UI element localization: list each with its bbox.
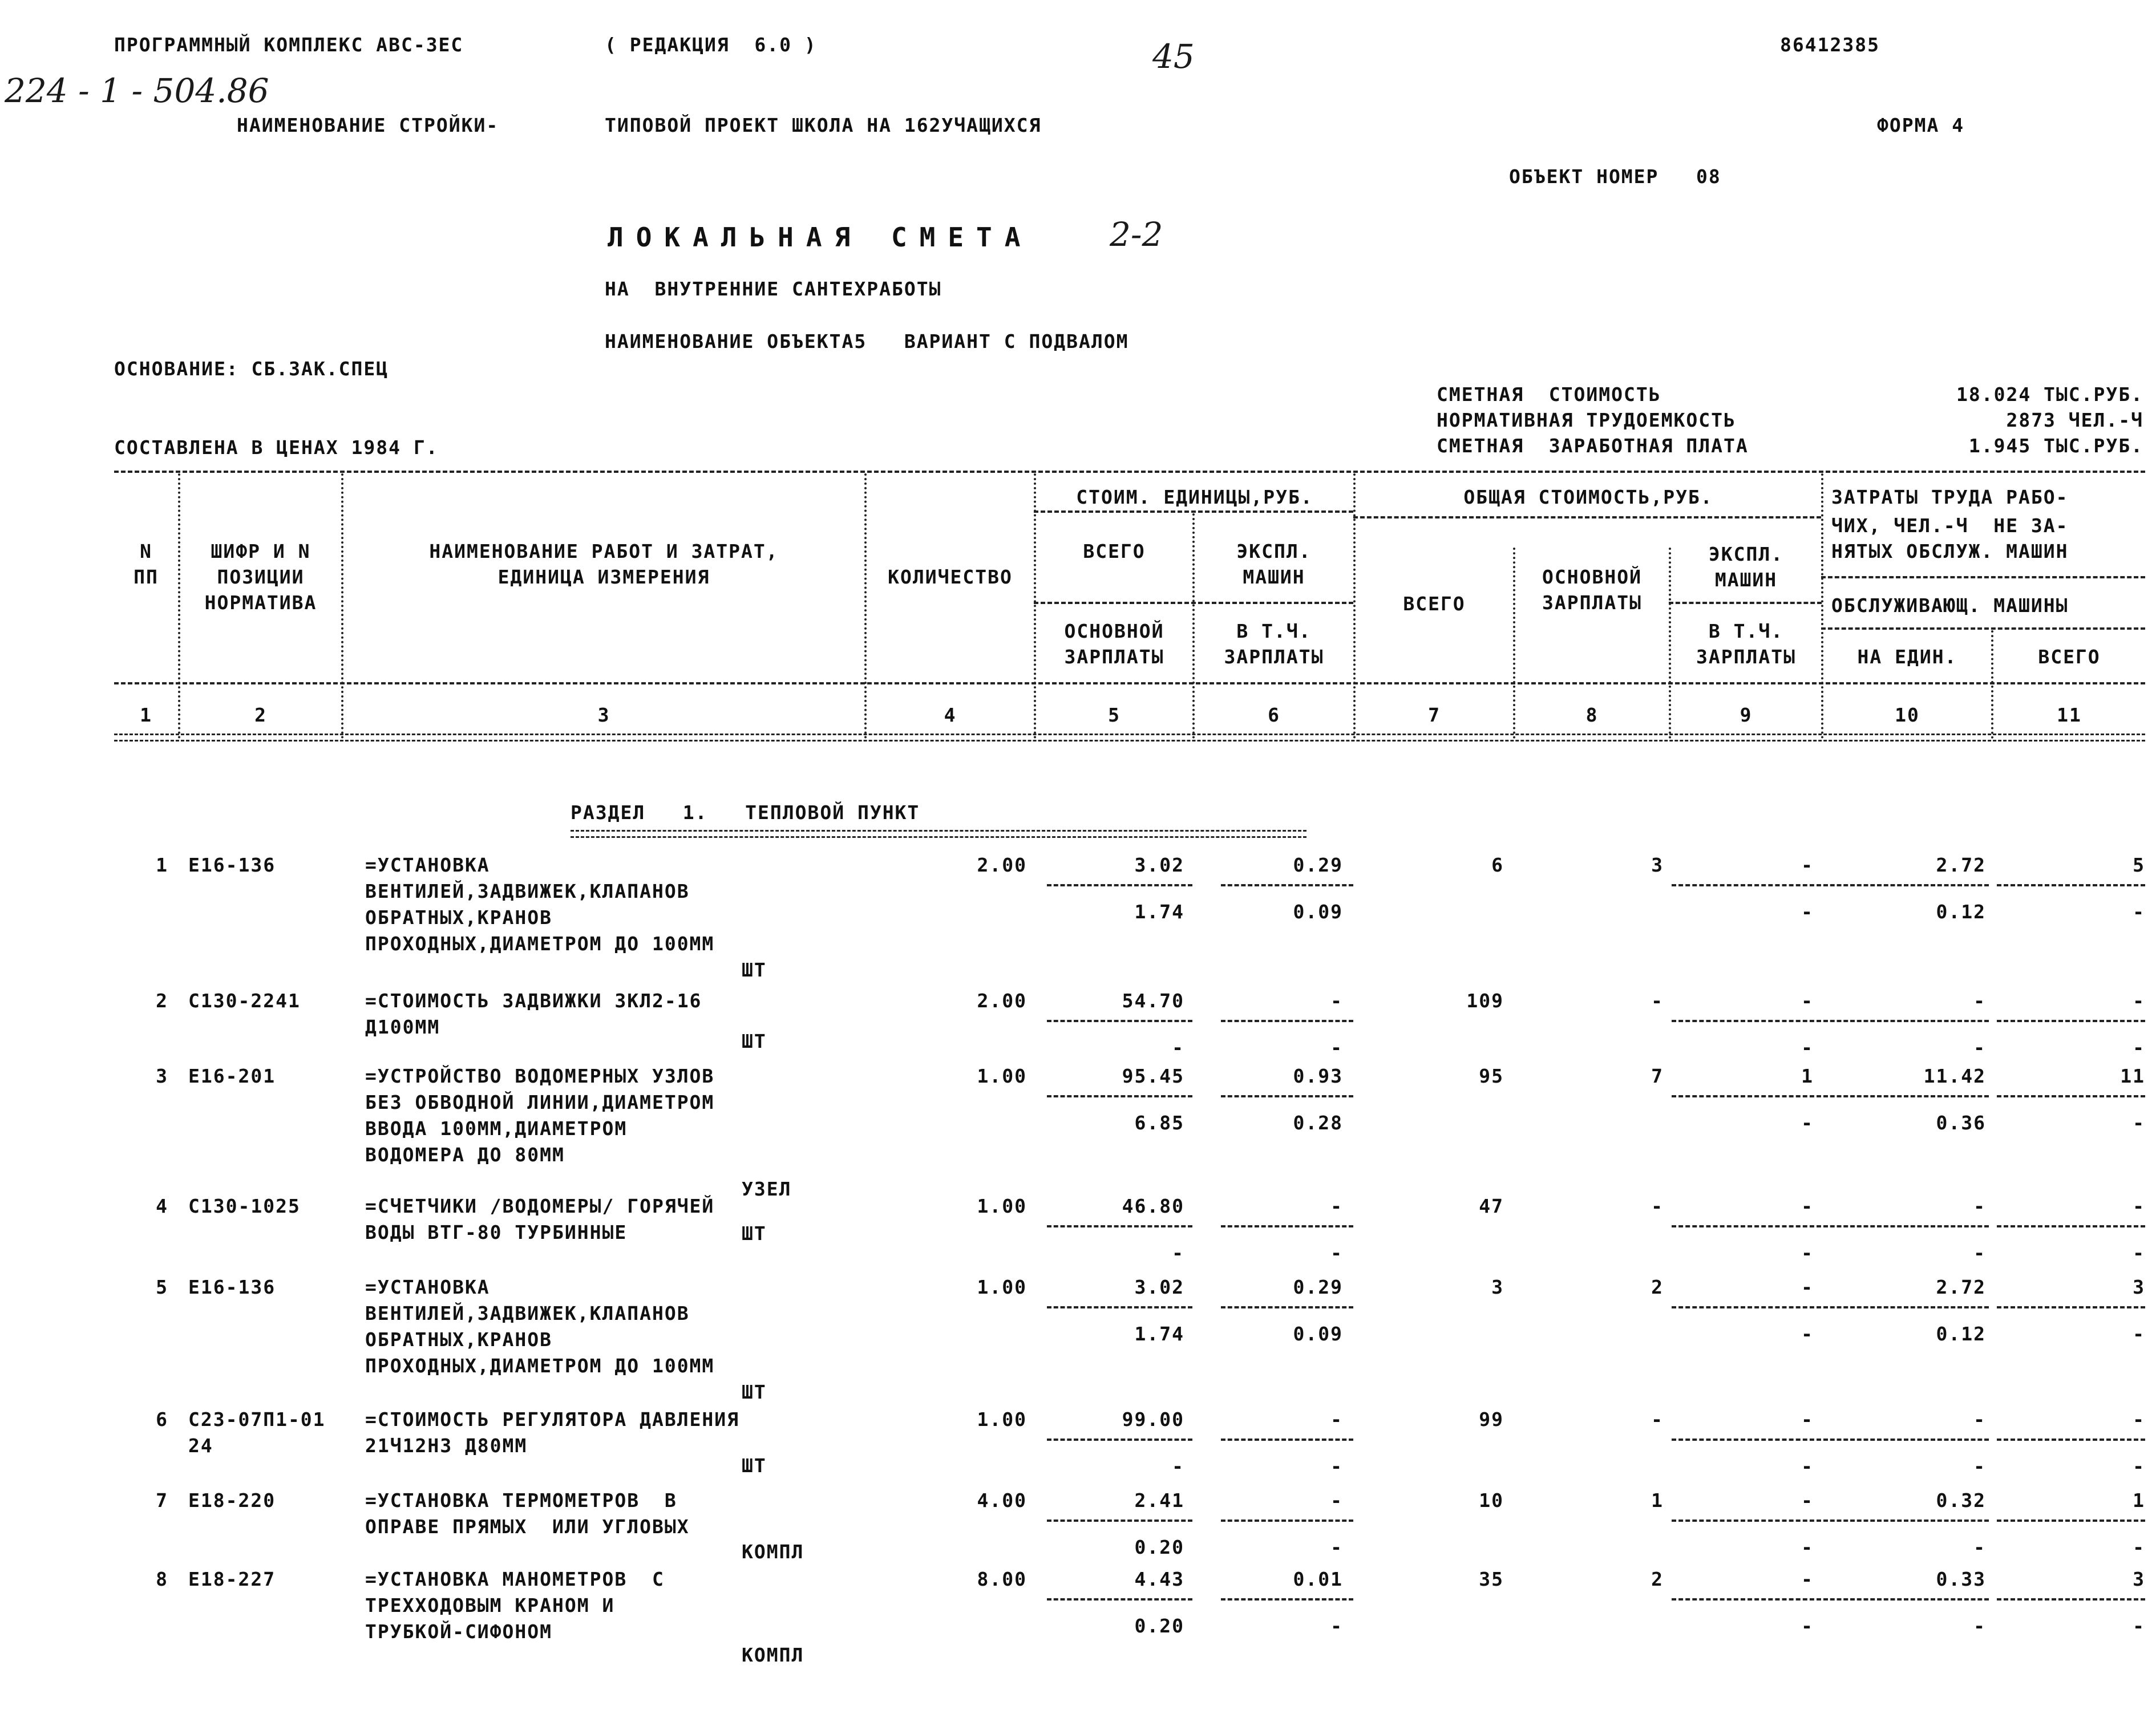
row-number: 3 [156, 1065, 168, 1087]
row-unit: ШТ [742, 1454, 767, 1477]
row-total: 95 [1479, 1065, 1504, 1087]
row-sub-rule [1997, 1020, 2145, 1022]
row-sub-rule [1997, 1439, 2145, 1441]
row-sub-rule [1997, 1598, 2145, 1601]
row-unit-wages: 1.74 [1134, 901, 1184, 923]
row-sub-rule [1672, 1439, 1821, 1441]
row-total-machine-wages: - [1801, 1615, 1814, 1637]
row-quantity: 4.00 [977, 1489, 1027, 1512]
labor-group-rule [1821, 576, 2145, 578]
row-total-machine-wages: - [1801, 1536, 1814, 1558]
row-total-machines: - [1801, 990, 1814, 1012]
row-sub-rule [1997, 1520, 2145, 1522]
col6b-header-line1: В Т.Ч. [1236, 620, 1312, 642]
row-unit: ШТ [742, 1222, 767, 1245]
row-code: С130-1025 [188, 1195, 301, 1217]
row-sub-rule [1221, 1439, 1353, 1441]
unit-cost-group-header: СТОИМ. ЕДИНИЦЫ,РУБ. [1076, 486, 1313, 508]
row-unit-wages: 0.20 [1134, 1536, 1184, 1558]
row-total-machines: - [1801, 1276, 1814, 1298]
row-total: 3 [1491, 1276, 1504, 1298]
row-sub-rule [1672, 1598, 1821, 1601]
row-sub-rule [1672, 884, 1821, 886]
object-number: ОБЪЕКТ НОМЕР 08 [1509, 165, 1721, 188]
row-labor-total: 3 [2133, 1276, 2145, 1298]
summary-value-wages: 1.945 ТЫС.РУБ. [1968, 435, 2143, 457]
col9b-header-line1: В Т.Ч. [1708, 620, 1784, 642]
row-unit-machine-wages: - [1330, 1455, 1343, 1477]
row-labor-machines-per-unit: 0.12 [1936, 901, 1986, 923]
row-unit-machine-wages: - [1330, 1242, 1343, 1264]
row-unit-total: 3.02 [1134, 1276, 1184, 1298]
col-sep-9 [1821, 473, 1823, 739]
col1-header-line1: N [140, 540, 152, 562]
row-description-line: ВВОДА 100ММ,ДИАМЕТРОМ [365, 1117, 628, 1140]
col-sep-3 [864, 473, 867, 739]
row-sub-rule [1047, 1598, 1192, 1601]
row-labor-per-unit: - [1973, 1195, 1986, 1217]
row-unit-total: 46.80 [1122, 1195, 1184, 1217]
row-labor-total: - [2133, 990, 2145, 1012]
row-quantity: 1.00 [977, 1195, 1027, 1217]
row-number: 6 [156, 1408, 168, 1431]
row-description-line: =УСТАНОВКА [365, 1276, 490, 1298]
row-sub-rule [1823, 1598, 1989, 1601]
row-labor-per-unit: 2.72 [1936, 1276, 1986, 1298]
row-sub-rule [1997, 1225, 2145, 1227]
row-description-line: Д100ММ [365, 1016, 440, 1038]
unit-cost-group-rule [1034, 510, 1353, 513]
row-unit-total: 54.70 [1122, 990, 1184, 1012]
row-unit-wages: - [1172, 1455, 1184, 1477]
col10-header: НА ЕДИН. [1857, 646, 1957, 668]
handwritten-code: 224 - 1 - 504.86 [5, 71, 269, 110]
row-unit-total: 2.41 [1134, 1489, 1184, 1512]
summary-label-cost: СМЕТНАЯ СТОИМОСТЬ [1437, 383, 1661, 406]
row-labor-total: - [2133, 1408, 2145, 1431]
row-unit-machines: 0.29 [1293, 854, 1343, 876]
col-number-3: 3 [597, 704, 610, 726]
row-number: 7 [156, 1489, 168, 1512]
row-labor-per-unit: 0.33 [1936, 1568, 1986, 1590]
row-labor-machines-total: - [2133, 901, 2145, 923]
row-labor-total: 1 [2133, 1489, 2145, 1512]
price-level: СОСТАВЛЕНА В ЦЕНАХ 1984 Г. [114, 436, 439, 459]
col-number-8: 8 [1585, 704, 1599, 726]
row-description-line: ВОДОМЕРА ДО 80ММ [365, 1144, 565, 1166]
estimate-number: 2-2 [1110, 215, 1163, 254]
row-unit-total: 4.43 [1134, 1568, 1184, 1590]
row-total-machine-wages: - [1801, 901, 1814, 923]
col5-header: ВСЕГО [1083, 540, 1146, 562]
row-total-wages: - [1651, 1195, 1664, 1217]
col2-header-line2: ПОЗИЦИИ [217, 566, 305, 588]
row-total-machine-wages: - [1801, 1242, 1814, 1264]
col5b-header-line2: ЗАРПЛАТЫ [1064, 646, 1164, 668]
row-total-wages: 7 [1651, 1065, 1664, 1087]
col9b-header-line2: ЗАРПЛАТЫ [1696, 646, 1796, 668]
row-labor-per-unit: 11.42 [1923, 1065, 1986, 1087]
row-sub-rule [1672, 1095, 1821, 1097]
row-total-wages: 3 [1651, 854, 1664, 876]
col6-header-line1: ЭКСПЛ. [1236, 540, 1312, 562]
row-total-machines: - [1801, 1195, 1814, 1217]
row-total: 10 [1479, 1489, 1504, 1512]
row-sub-rule [1823, 884, 1989, 886]
row-labor-machines-per-unit: - [1973, 1242, 1986, 1264]
row-unit-machine-wages: - [1330, 1615, 1343, 1637]
col-number-11: 11 [2057, 704, 2082, 726]
row-unit-machines: 0.01 [1293, 1568, 1343, 1590]
construction-name: ТИПОВОЙ ПРОЕКТ ШКОЛА НА 162УЧАЩИХСЯ [605, 114, 1042, 136]
col5b-header-line1: ОСНОВНОЙ [1064, 620, 1164, 642]
row-sub-rule [1997, 1095, 2145, 1097]
row-sub-rule [1672, 1020, 1821, 1022]
col-number-5: 5 [1108, 704, 1121, 726]
labor-sub-rule [1821, 627, 2145, 630]
row-quantity: 1.00 [977, 1408, 1027, 1431]
row-unit-machines: - [1330, 1195, 1343, 1217]
row-unit: КОМПЛ [742, 1644, 804, 1667]
row-description-line: ОПРАВЕ ПРЯМЫХ ИЛИ УГЛОВЫХ [365, 1516, 690, 1538]
row-sub-rule [1221, 1520, 1353, 1522]
row-labor-machines-total: - [2133, 1615, 2145, 1637]
row-total: 99 [1479, 1408, 1504, 1431]
row-unit-machine-wages: 0.28 [1293, 1112, 1343, 1134]
row-description-line: =СЧЕТЧИКИ /ВОДОМЕРЫ/ ГОРЯЧЕЙ [365, 1195, 715, 1217]
row-total: 6 [1491, 854, 1504, 876]
col-sep-4 [1034, 473, 1036, 739]
row-unit-wages: - [1172, 1036, 1184, 1059]
summary-value-cost: 18.024 ТЫС.РУБ. [1956, 383, 2143, 406]
row-unit: ШТ [742, 959, 767, 981]
col9-header-line2: МАШИН [1714, 569, 1778, 591]
row-unit: ШТ [742, 1030, 767, 1053]
row-unit-wages: 0.20 [1134, 1615, 1184, 1637]
row-quantity: 2.00 [977, 990, 1027, 1012]
row-sub-rule [1997, 1306, 2145, 1308]
row-number: 5 [156, 1276, 168, 1298]
row-labor-total: 5 [2133, 854, 2145, 876]
row-unit-machine-wages: 0.09 [1293, 1323, 1343, 1345]
row-labor-per-unit: - [1973, 1408, 1986, 1431]
row-total: 47 [1479, 1195, 1504, 1217]
col6b-header-line2: ЗАРПЛАТЫ [1224, 646, 1324, 668]
row-labor-machines-per-unit: - [1973, 1615, 1986, 1637]
row-sub-rule [1672, 1225, 1821, 1227]
row-unit: КОМПЛ [742, 1540, 804, 1563]
row-labor-machines-per-unit: 0.12 [1936, 1323, 1986, 1345]
row-description-line: ПРОХОДНЫХ,ДИАМЕТРОМ ДО 100ММ [365, 1355, 715, 1377]
section-underline [571, 830, 1306, 838]
row-code: Е18-227 [188, 1568, 276, 1590]
row-unit: ШТ [742, 1381, 767, 1403]
row-labor-machines-total: - [2133, 1242, 2145, 1264]
row-labor-total: 11 [2120, 1065, 2145, 1087]
column-numbers-rule [114, 734, 2145, 742]
row-unit-machine-wages: - [1330, 1536, 1343, 1558]
row-sub-rule [1997, 884, 2145, 886]
col1-header-line2: ПП [134, 566, 159, 588]
row-total-wages: 1 [1651, 1489, 1664, 1512]
row-labor-machines-total: - [2133, 1323, 2145, 1345]
table-header-bottom-rule [114, 682, 2145, 684]
col7-header: ВСЕГО [1403, 593, 1466, 615]
col-number-1: 1 [140, 704, 152, 726]
section-title: РАЗДЕЛ 1. ТЕПЛОВОЙ ПУНКТ [571, 801, 920, 824]
col11-header: ВСЕГО [2038, 646, 2101, 668]
row-description-line: ТРУБКОЙ-СИФОНОМ [365, 1620, 553, 1643]
summary-label-wages: СМЕТНАЯ ЗАРАБОТНАЯ ПЛАТА [1437, 435, 1749, 457]
estimate-title: ЛОКАЛЬНАЯ СМЕТА [608, 222, 1033, 253]
row-total-machine-wages: - [1801, 1455, 1814, 1477]
row-sub-rule [1823, 1020, 1989, 1022]
col-number-10: 10 [1895, 704, 1920, 726]
row-number: 4 [156, 1195, 168, 1217]
row-sub-rule [1221, 1306, 1353, 1308]
col6-header-line2: МАШИН [1243, 566, 1305, 588]
col-number-7: 7 [1428, 704, 1441, 726]
row-labor-machines-per-unit: - [1973, 1455, 1986, 1477]
row-description-line: =УСТРОЙСТВО ВОДОМЕРНЫХ УЗЛОВ [365, 1065, 715, 1087]
col8-header-line1: ОСНОВНОЙ [1542, 566, 1642, 588]
col2-header-line1: ШИФР И N [211, 540, 311, 562]
row-unit-machines: - [1330, 1489, 1343, 1512]
row-sub-rule [1823, 1439, 1989, 1441]
row-total-machines: - [1801, 854, 1814, 876]
row-sub-rule [1047, 884, 1192, 886]
row-sub-rule [1672, 1306, 1821, 1308]
table-top-rule [114, 471, 2145, 473]
row-sub-rule [1221, 1225, 1353, 1227]
object-name: НАИМЕНОВАНИЕ ОБЪЕКТА5 ВАРИАНТ С ПОДВАЛОМ [605, 330, 1129, 352]
row-unit-wages: 6.85 [1134, 1112, 1184, 1134]
row-sub-rule [1221, 1020, 1353, 1022]
row-unit-machines: - [1330, 990, 1343, 1012]
labor-group-header-line3: НЯТЫХ ОБСЛУЖ. МАШИН [1831, 540, 2069, 562]
labor-group-header-line2: ЧИХ, ЧЕЛ.-Ч НЕ ЗА- [1831, 514, 2069, 537]
row-unit-machine-wages: 0.09 [1293, 901, 1343, 923]
row-quantity: 8.00 [977, 1568, 1027, 1590]
construction-label: НАИМЕНОВАНИЕ СТРОЙКИ- [237, 114, 499, 136]
row-total-machines: - [1801, 1408, 1814, 1431]
row-number: 1 [156, 854, 168, 876]
labor-group-header-line4: ОБСЛУЖИВАЮЩ. МАШИНЫ [1831, 594, 2069, 617]
row-labor-per-unit: 2.72 [1936, 854, 1986, 876]
row-labor-machines-per-unit: - [1973, 1036, 1986, 1059]
row-unit: УЗЕЛ [742, 1177, 792, 1200]
row-number: 8 [156, 1568, 168, 1590]
col-sep-2 [341, 473, 343, 739]
row-labor-machines-total: - [2133, 1455, 2145, 1477]
row-unit-total: 95.45 [1122, 1065, 1184, 1087]
row-total-wages: - [1651, 1408, 1664, 1431]
program-name: ПРОГРАММНЫЙ КОМПЛЕКС АВС-3ЕС [114, 34, 464, 56]
col3-header-line2: ЕДИНИЦА ИЗМЕРЕНИЯ [497, 566, 710, 588]
row-sub-rule [1823, 1095, 1989, 1097]
row-total-machine-wages: - [1801, 1323, 1814, 1345]
row-labor-machines-total: - [2133, 1536, 2145, 1558]
document-code: 86412385 [1780, 34, 1880, 56]
row-description-line: ТРЕХХОДОВЫМ КРАНОМ И [365, 1594, 615, 1616]
row-number: 2 [156, 990, 168, 1012]
form-number: ФОРМА 4 [1877, 114, 1965, 136]
program-edition: ( РЕДАКЦИЯ 6.0 ) [605, 34, 817, 56]
total-group-rule [1353, 516, 1821, 518]
page-number: 45 [1152, 37, 1195, 76]
row-sub-rule [1047, 1520, 1192, 1522]
row-total-machine-wages: - [1801, 1036, 1814, 1059]
row-labor-machines-per-unit: 0.36 [1936, 1112, 1986, 1134]
row-quantity: 1.00 [977, 1276, 1027, 1298]
col2-header-line3: НОРМАТИВА [204, 591, 317, 614]
row-description-line: ВЕНТИЛЕЙ,ЗАДВИЖЕК,КЛАПАНОВ [365, 1302, 690, 1324]
col-number-2: 2 [254, 704, 267, 726]
row-description-line: ПРОХОДНЫХ,ДИАМЕТРОМ ДО 100ММ [365, 933, 715, 955]
row-quantity: 1.00 [977, 1065, 1027, 1087]
row-labor-total: 3 [2133, 1568, 2145, 1590]
row-unit-machines: 0.93 [1293, 1065, 1343, 1087]
row-labor-per-unit: - [1973, 990, 1986, 1012]
row-sub-rule [1823, 1225, 1989, 1227]
basis: ОСНОВАНИЕ: СБ.ЗАК.СПЕЦ [114, 358, 389, 380]
row-quantity: 2.00 [977, 854, 1027, 876]
row-description-line: =УСТАНОВКА ТЕРМОМЕТРОВ В [365, 1489, 677, 1512]
labor-group-header-line1: ЗАТРАТЫ ТРУДА РАБО- [1831, 486, 2069, 508]
row-total-wages: 2 [1651, 1568, 1664, 1590]
row-code: Е18-220 [188, 1489, 276, 1512]
row-labor-machines-total: - [2133, 1112, 2145, 1134]
row-total: 109 [1466, 990, 1504, 1012]
row-description-line: БЕЗ ОБВОДНОЙ ЛИНИИ,ДИАМЕТРОМ [365, 1091, 715, 1113]
row-code: Е16-136 [188, 1276, 276, 1298]
col4-header: КОЛИЧЕСТВО [888, 566, 1013, 588]
row-sub-rule [1047, 1439, 1192, 1441]
row-sub-rule [1221, 1598, 1353, 1601]
row-total-machines: - [1801, 1489, 1814, 1512]
summary-label-labor: НОРМАТИВНАЯ ТРУДОЕМКОСТЬ [1437, 409, 1736, 431]
row-unit-wages: 1.74 [1134, 1323, 1184, 1345]
row-description-line: =СТОИМОСТЬ ЗАДВИЖКИ ЗКЛ2-16 [365, 990, 702, 1012]
row-sub-rule [1823, 1520, 1989, 1522]
row-sub-rule [1221, 1095, 1353, 1097]
row-unit-total: 99.00 [1122, 1408, 1184, 1431]
row-code: Е16-201 [188, 1065, 276, 1087]
row-sub-rule [1047, 1020, 1192, 1022]
row-labor-machines-total: - [2133, 1036, 2145, 1059]
col3-header-line1: НАИМЕНОВАНИЕ РАБОТ И ЗАТРАТ, [429, 540, 779, 562]
estimate-subtitle: НА ВНУТРЕННИЕ САНТЕХРАБОТЫ [605, 278, 942, 300]
col-number-6: 6 [1268, 704, 1280, 726]
row-unit-total: 3.02 [1134, 854, 1184, 876]
row-description-line: ОБРАТНЫХ,КРАНОВ [365, 906, 553, 929]
row-description-line: 21Ч12НЗ Д80ММ [365, 1435, 528, 1457]
row-sub-rule [1047, 1306, 1192, 1308]
row-total-wages: - [1651, 990, 1664, 1012]
row-unit-machine-wages: - [1330, 1036, 1343, 1059]
row-code: С23-07П1-01 [188, 1408, 326, 1431]
total-group-header: ОБЩАЯ СТОИМОСТЬ,РУБ. [1463, 486, 1713, 508]
row-description-line: ОБРАТНЫХ,КРАНОВ [365, 1328, 553, 1351]
row-description-line: ВОДЫ ВТГ-80 ТУРБИННЫЕ [365, 1221, 628, 1243]
row-unit-machines: 0.29 [1293, 1276, 1343, 1298]
summary-value-labor: 2873 ЧЕЛ.-Ч [2006, 409, 2143, 431]
row-unit-machines: - [1330, 1408, 1343, 1431]
row-total: 35 [1479, 1568, 1504, 1590]
row-description-line: =СТОИМОСТЬ РЕГУЛЯТОРА ДАВЛЕНИЯ [365, 1408, 740, 1431]
row-unit-wages: - [1172, 1242, 1184, 1264]
row-code: С130-2241 [188, 990, 301, 1012]
row-total-machines: 1 [1801, 1065, 1814, 1087]
row-sub-rule [1047, 1095, 1192, 1097]
row-total-wages: 2 [1651, 1276, 1664, 1298]
col-number-4: 4 [944, 704, 957, 726]
row-sub-rule [1221, 884, 1353, 886]
row-code: Е16-136 [188, 854, 276, 876]
row-total-machines: - [1801, 1568, 1814, 1590]
col8-header-line2: ЗАРПЛАТЫ [1542, 591, 1642, 614]
row-code-cont: 24 [188, 1435, 213, 1457]
row-total-machine-wages: - [1801, 1112, 1814, 1134]
row-description-line: =УСТАНОВКА МАНОМЕТРОВ С [365, 1568, 665, 1590]
row-description-line: =УСТАНОВКА [365, 854, 490, 876]
row-labor-machines-per-unit: - [1973, 1536, 1986, 1558]
col9-header-line1: ЭКСПЛ. [1708, 543, 1784, 565]
row-sub-rule [1672, 1520, 1821, 1522]
row-sub-rule [1823, 1306, 1989, 1308]
machine-sub-rule [1669, 602, 1822, 604]
col-number-9: 9 [1740, 704, 1753, 726]
row-description-line: ВЕНТИЛЕЙ,ЗАДВИЖЕК,КЛАПАНОВ [365, 880, 690, 902]
row-labor-total: - [2133, 1195, 2145, 1217]
row-labor-per-unit: 0.32 [1936, 1489, 1986, 1512]
row-sub-rule [1047, 1225, 1192, 1227]
